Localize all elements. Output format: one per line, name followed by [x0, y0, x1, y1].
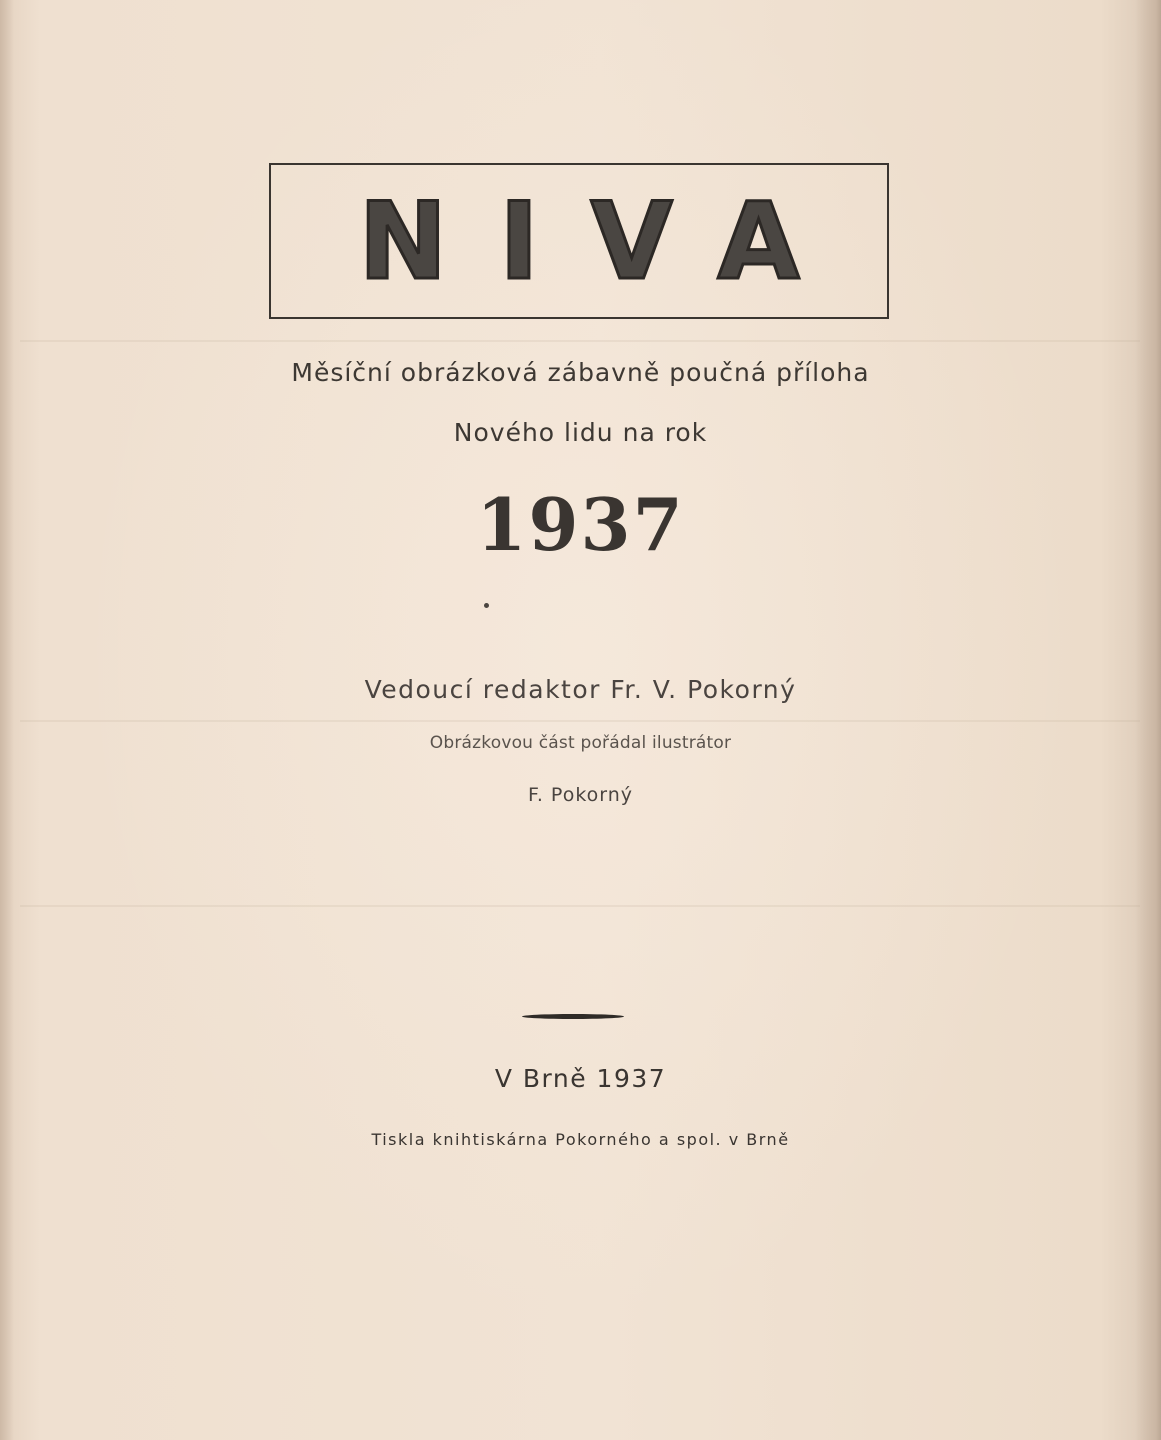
editor-credit: Vedoucí redaktor Fr. V. Pokorný [364, 675, 797, 704]
paper-crease [20, 905, 1140, 907]
illustrations-credit: Obrázkovou část pořádal ilustrátor [429, 733, 732, 753]
publication-title: NIVA [358, 180, 852, 303]
illustrator-name: F. Pokorný [527, 784, 634, 806]
subtitle-line-1: Měsíční obrázková zábavně poučná příloha [291, 358, 870, 387]
place-and-date: V Brně 1937 [494, 1064, 667, 1093]
ink-speck [484, 603, 489, 608]
printer-imprint: Tiskla knihtiskárna Pokorného a spol. v Brně [371, 1130, 790, 1149]
publication-year: 1937 [476, 482, 685, 567]
paper-crease [20, 720, 1140, 722]
decorative-rule [522, 1014, 624, 1019]
paper-crease [20, 340, 1140, 342]
subtitle-line-2: Nového lidu na rok [453, 418, 708, 447]
title-frame [269, 163, 889, 319]
page-spine-shadow [0, 0, 14, 1440]
